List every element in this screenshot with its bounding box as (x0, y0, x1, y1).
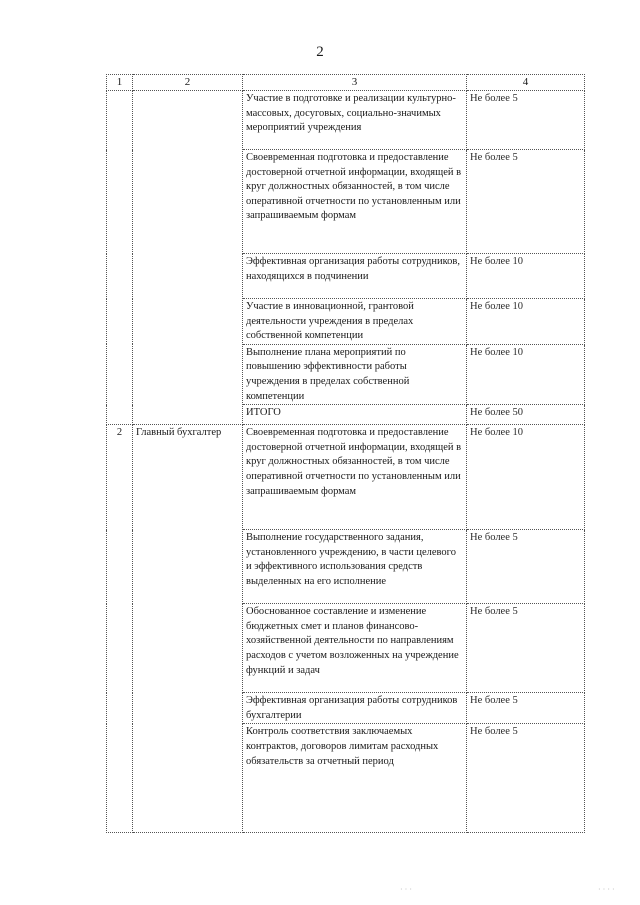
table-row (107, 425, 585, 530)
limit-cell: Не более 10 (467, 344, 585, 404)
position-cell (133, 91, 243, 425)
row-number-cell (107, 91, 133, 425)
table-row (107, 91, 585, 150)
criterion-cell: Своевременная подготовка и предоставление достоверной отчетной информации, входящей в круг должностных обязанностей, в том числе оперативной отчетности по установленным или запрашиваемым формам (243, 425, 467, 530)
criterion-cell: Эффективная организация работы сотрудников бухгалтерии (243, 693, 467, 724)
limit-cell: Не более 5 (467, 530, 585, 604)
header-col-1: 1 (107, 75, 133, 91)
criteria-table (106, 74, 585, 833)
table-header-row (107, 75, 585, 91)
header-col-3: 3 (243, 75, 467, 91)
position-cell: Главный бухгалтер (133, 425, 243, 833)
criterion-cell: Участие в инновационной, грантовой деятельности учреждения в пределах собственной компетенции (243, 299, 467, 345)
total-limit: Не более 50 (467, 405, 585, 425)
criterion-cell: Обоснованное составление и изменение бюджетных смет и планов финансово-хозяйственной деятельности по направлениям расходов с учетом возложенных на учреждение функций и задач (243, 604, 467, 693)
row-number-cell: 2 (107, 425, 133, 833)
scan-dots-right: · · · · (598, 885, 615, 894)
page-number: 2 (316, 44, 324, 60)
criterion-cell: Контроль соответствия заключаемых контрактов, договоров лимитам расходных обязательств за отчетный период (243, 724, 467, 833)
limit-cell: Не более 5 (467, 693, 585, 724)
criterion-cell: Участие в подготовке и реализации культурно-массовых, досуговых, социально-значимых мероприятий учреждения (243, 91, 467, 150)
limit-cell: Не более 5 (467, 91, 585, 150)
scan-dots-left: · · · (400, 885, 412, 894)
criterion-cell: Выполнение плана мероприятий по повышению эффективности работы учреждения в пределах собственной компетенции (243, 344, 467, 404)
limit-cell: Не более 5 (467, 604, 585, 693)
limit-cell: Не более 10 (467, 425, 585, 530)
header-col-2: 2 (133, 75, 243, 91)
criterion-cell: Эффективная организация работы сотрудников, находящихся в подчинении (243, 254, 467, 299)
total-label: ИТОГО (243, 405, 467, 425)
limit-cell: Не более 10 (467, 299, 585, 345)
limit-cell: Не более 5 (467, 150, 585, 254)
limit-cell: Не более 10 (467, 254, 585, 299)
criterion-cell: Своевременная подготовка и предоставление достоверной отчетной информации, входящей в круг должностных обязанностей, в том числе оперативной отчетности по установленным или запрашиваемым формам (243, 150, 467, 254)
criterion-cell: Выполнение государственного задания, установленного учреждению, в части целевого и эффективного использования средств выделенных на его исполнение (243, 530, 467, 604)
limit-cell: Не более 5 (467, 724, 585, 833)
header-col-4: 4 (467, 75, 585, 91)
